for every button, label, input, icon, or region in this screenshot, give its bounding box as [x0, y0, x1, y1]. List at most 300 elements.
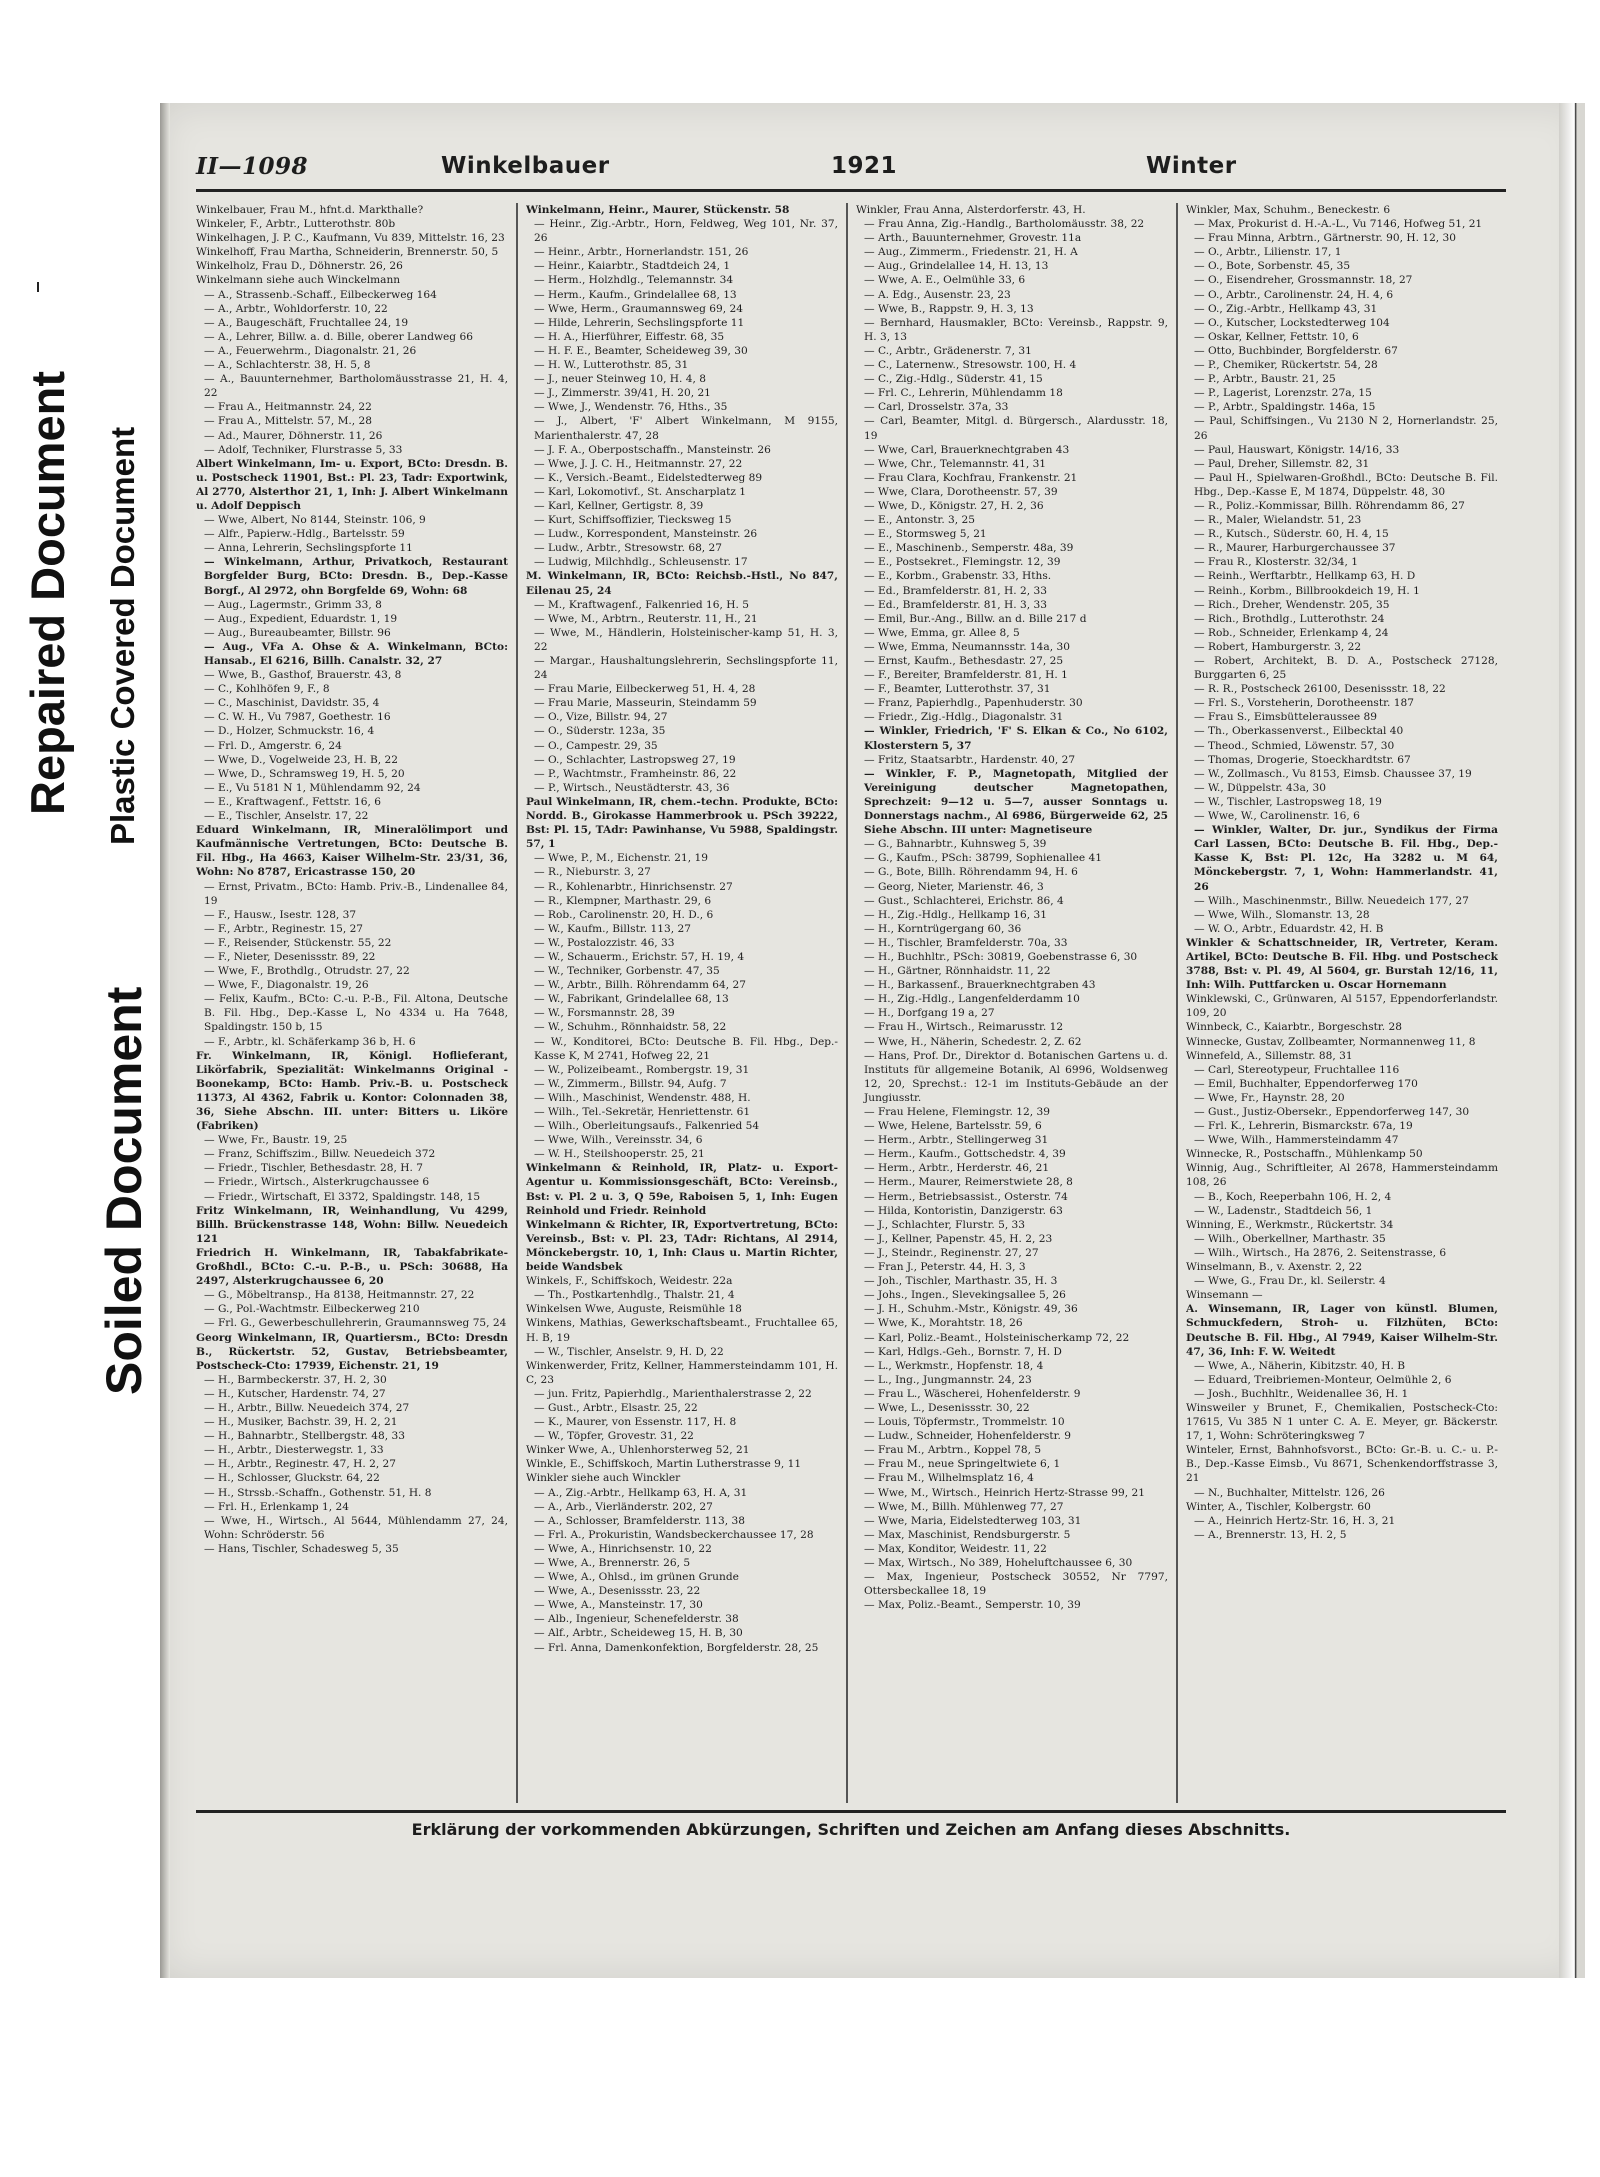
directory-entry: — Felix, Kaufm., BCto: C.-u. P.-B., Fil. Altona, Deutsche B. Fil. Hbg., Dep.-Kasse L, No 4334 u. Ha 7648, Spaldingstr. 150 b, 15 [204, 993, 508, 1034]
directory-entry: — A., Baugeschäft, Fruchtallee 24, 19 [204, 316, 409, 329]
directory-entry: — W., Fabrikant, Grindelallee 68, 13 [534, 993, 729, 1006]
directory-entry: — O., Eisendreher, Grossmannstr. 18, 27 [1194, 274, 1413, 287]
directory-entry: — Frau A., Heitmannstr. 24, 22 [204, 401, 372, 414]
directory-entry: — Wwe, Wilh., Vereinsstr. 34, 6 [534, 1134, 703, 1147]
directory-entry: Winkelmann siehe auch Winckelmann [196, 274, 401, 287]
directory-entry: — Winkler, Walter, Dr. jur., Syndikus der Firma Carl Lassen, BCto: Deutsche B. Fil. Hbg., Dep.-Kasse K, Bst: Pl. 12c, Ha 3282 u. M 64, Mönckebergstr. 7, 1, Wohn: Hammerlandstr. 41, 26 [1194, 824, 1498, 893]
directory-entry: — Frl. H., Erlenkamp 1, 24 [204, 1500, 350, 1513]
directory-entry: — Wwe, M., Arbtrn., Reuterstr. 11, H., 21 [534, 612, 758, 625]
directory-entry: — Ed., Bramfelderstr. 81, H. 2, 33 [864, 584, 1047, 597]
directory-entry: — E., Tischler, Anselstr. 17, 22 [204, 810, 369, 823]
directory-entry: — Frl. Anna, Damenkonfektion, Borgfelderstr. 28, 25 [534, 1641, 819, 1654]
directory-entry: — E., Stormsweg 5, 21 [864, 528, 987, 541]
directory-entry: — Eduard, Treibriemen-Monteur, Oelmühle 2, 6 [1194, 1373, 1452, 1386]
directory-entry: — C., Kohlhöfen 9, F., 8 [204, 683, 330, 696]
directory-entry: — Wwe, Wilh., Hammersteindamm 47 [1194, 1134, 1399, 1147]
directory-entry: — Wwe, D., Königstr. 27, H. 2, 36 [864, 499, 1044, 512]
directory-entry: Albert Winkelmann, Im- u. Export, BCto: Dresdn. B. u. Postscheck 11901, Bst.: Pl. 23, Tadr: Exportwink, Al 2770, Alsterthor 21, 1, Inh: J. Albert Winkelmann u. Adolf Deppisch [196, 457, 508, 512]
directory-entry: — H., Kutscher, Hardenstr. 74, 27 [204, 1387, 386, 1400]
directory-entry: — C., Laternenw., Stresowstr. 100, H. 4 [864, 359, 1077, 372]
directory-entry: — Wwe, Fr., Baustr. 19, 25 [204, 1134, 348, 1147]
directory-entry: — P., Lagerist, Lorenzstr. 27a, 15 [1194, 387, 1372, 400]
directory-entry: Winklewski, C., Grünwaren, Al 5157, Eppendorferlandstr. 109, 20 [1186, 993, 1498, 1020]
directory-entry: — W., Töpfer, Grovestr. 31, 22 [534, 1430, 694, 1443]
directory-entry: — W., Arbtr., Billh. Röhrendamm 64, 27 [534, 979, 746, 992]
directory-entry: — G., Möbeltransp., Ha 8138, Heitmannstr. 27, 22 [204, 1289, 475, 1302]
directory-entry: — J., Schlachter, Flurstr. 5, 33 [864, 1218, 1026, 1231]
directory-entry: — J., Albert, 'F' Albert Winkelmann, M 9155, Marienthalerstr. 47, 28 [534, 415, 838, 442]
directory-entry: — Max, Poliz.-Beamt., Semperstr. 10, 39 [864, 1599, 1081, 1612]
directory-entry: — Gust., Schlachterei, Erichstr. 86, 4 [864, 894, 1064, 907]
directory-entry: — Wwe, B., Gasthof, Brauerstr. 43, 8 [204, 669, 402, 682]
directory-entry: — O., Vize, Billstr. 94, 27 [534, 711, 668, 724]
directory-entry: A. Winsemann, IR, Lager von künstl. Blumen, Schmuckfedern, Stroh- u. Filzhüten, BCto: Deutsche B. Fil. Hbg., Al 7949, Kaiser Wilhelm-Str. 47, 36, Inh: F. W. Weitedt [1186, 1303, 1498, 1358]
directory-entry: Winnbeck, C., Kaiarbtr., Borgeschstr. 28 [1186, 1021, 1403, 1034]
directory-entry: — Wwe, Carl, Brauerknechtgraben 43 [864, 443, 1070, 456]
directory-entry: — Wwe, Chr., Telemannstr. 41, 31 [864, 457, 1047, 470]
directory-entry: — M., Kraftwagenf., Falkenried 16, H. 5 [534, 598, 749, 611]
directory-entry: — P., Arbtr., Spaldingstr. 146a, 15 [1194, 401, 1376, 414]
directory-entry: — Frau S., Eimsbütteleraussee 89 [1194, 711, 1377, 724]
directory-entry: — R., Kutsch., Süderstr. 60, H. 4, 15 [1194, 528, 1389, 541]
directory-entry: — F., Bereiter, Bramfelderstr. 81, H. 1 [864, 669, 1068, 682]
directory-entry: — Friedr., Wirtschaft, El 3372, Spaldingstr. 148, 15 [204, 1190, 481, 1203]
directory-entry: — P., Chemiker, Rückertstr. 54, 28 [1194, 359, 1378, 372]
directory-entry: — W. O., Arbtr., Eduardstr. 42, H. B [1194, 922, 1384, 935]
plastic-covered-document-label: Plastic Covered Document [104, 426, 141, 845]
directory-entry: — J., Zimmerstr. 39/41, H. 20, 21 [534, 387, 711, 400]
directory-entry: — E., Kraftwagenf., Fettstr. 16, 6 [204, 795, 382, 808]
running-head-word: Winkelbauer [441, 153, 610, 179]
directory-entry: — Wwe, Albert, No 8144, Steinstr. 106, 9 [204, 514, 426, 527]
directory-entry: — H., Korntrügergang 60, 36 [864, 922, 1022, 935]
directory-entry: — L., Ing., Jungmannstr. 24, 23 [864, 1373, 1032, 1386]
directory-entry: — Aug., Grindelallee 14, H. 13, 13 [864, 260, 1049, 273]
directory-entry: — Wwe, M., Wirtsch., Heinrich Hertz-Strasse 99, 21 [864, 1486, 1145, 1499]
directory-entry: — Wilh., Oberleitungsaufs., Falkenried 54 [534, 1120, 760, 1133]
directory-entry: — Ludwig, Milchhdlg., Schleusenstr. 17 [534, 556, 748, 569]
directory-entry: — G., Bahnarbtr., Kuhnsweg 5, 39 [864, 838, 1047, 851]
directory-entry: — Paul, Schiffsingen., Vu 2130 N 2, Hornerlandstr. 25, 26 [1194, 415, 1498, 442]
directory-entry: — R., Poliz.-Kommissar, Billh. Röhrendamm 86, 27 [1194, 499, 1465, 512]
directory-entry: — P., Wirtsch., Neustädterstr. 43, 36 [534, 781, 730, 794]
directory-entry: — Herm., Betriebsassist., Osterstr. 74 [864, 1190, 1068, 1203]
directory-entry: — R., Maler, Wielandstr. 51, 23 [1194, 514, 1362, 527]
directory-entry: — Wwe, B., Rappstr. 9, H. 3, 13 [864, 302, 1034, 315]
directory-entry: — Wwe, D., Schramsweg 19, H. 5, 20 [204, 767, 405, 780]
directory-entry: — E., Korbm., Grabenstr. 33, Hths. [864, 570, 1052, 583]
directory-entry: — A., Heinrich Hertz-Str. 16, H. 3, 21 [1194, 1514, 1396, 1527]
directory-entry: — A., Feuerwehrm., Diagonalstr. 21, 26 [204, 344, 417, 357]
directory-entry: — W., Techniker, Gorbenstr. 47, 35 [534, 965, 720, 978]
directory-entry: — jun. Fritz, Papierhdlg., Marienthalerstrasse 2, 22 [534, 1387, 812, 1400]
directory-entry: — W., Schuhm., Rönnhaidstr. 58, 22 [534, 1021, 727, 1034]
directory-entry: — C., Zig.-Hdlg., Süderstr. 41, 15 [864, 373, 1043, 386]
directory-entry: — O., Arbtr., Carolinenstr. 24, H. 4, 6 [1194, 288, 1394, 301]
directory-entry: — Wilh., Maschinenmstr., Billw. Neuedeich 177, 27 [1194, 894, 1469, 907]
directory-entry: — Ad., Maurer, Döhnerstr. 11, 26 [204, 429, 383, 442]
directory-entry: — A., Lehrer, Billw. a. d. Bille, oberer Landweg 66 [204, 330, 473, 343]
directory-entry: — Adolf, Techniker, Flurstrasse 5, 33 [204, 443, 403, 456]
directory-entry: — A. Edg., Ausenstr. 23, 23 [864, 288, 1011, 301]
directory-entry: — Alfr., Papierw.-Hdlg., Bartelsstr. 59 [204, 528, 405, 541]
directory-entry: — R., Nieburstr. 3, 27 [534, 866, 651, 879]
directory-entry: — Aug., VFa A. Ohse & A. Winkelmann, BCto: Hansab., El 6216, Billh. Canalstr. 32, 27 [204, 640, 508, 667]
directory-entry: — Wwe, A. E., Oelmühle 33, 6 [864, 274, 1026, 287]
directory-entry: — C., Arbtr., Grädenerstr. 7, 31 [864, 344, 1032, 357]
directory-entry: — Heinr., Arbtr., Hornerlandstr. 151, 26 [534, 246, 749, 259]
directory-entry: — C. W. H., Vu 7987, Goethestr. 16 [204, 711, 391, 724]
directory-entry: — Frl. G., Gewerbeschullehrerin, Graumannsweg 75, 24 [204, 1317, 507, 1330]
directory-entry: — Rich., Dreher, Wendenstr. 205, 35 [1194, 598, 1390, 611]
directory-entry: — Friedr., Tischler, Bethesdastr. 28, H. 7 [204, 1162, 423, 1175]
directory-entry: — Herm., Arbtr., Stellingerweg 31 [864, 1134, 1049, 1147]
directory-entry: — Wwe, J., Wendenstr. 76, Hths., 35 [534, 401, 728, 414]
directory-entry: — H., Barkassenf., Brauerknechtgraben 43 [864, 979, 1096, 992]
directory-entry: — Herm., Holzhdlg., Telemannstr. 34 [534, 274, 734, 287]
directory-entry: — Wwe, Herm., Graumannsweg 69, 24 [534, 302, 743, 315]
directory-entry: — Th., Oberkassenverst., Eilbecktal 40 [1194, 725, 1404, 738]
directory-entry: — Winkler, F. P., Magnetopath, Mitglied der Vereinigung deutscher Magnetopathen, Sprechzeit: 9—12 u. 5—7, ausser Sonntags u. Donnerstags nachm., Al 6986, Bürgerweide 62, 25 Siehe Abschn. III unter: Magnetiseure [864, 767, 1168, 837]
directory-entry: — Frl. C., Lehrerin, Mühlendamm 18 [864, 387, 1063, 400]
directory-entry: — A., Brennerstr. 13, H. 2, 5 [1194, 1528, 1347, 1541]
directory-entry: — Wwe, P., M., Eichenstr. 21, 19 [534, 852, 708, 865]
directory-entry: — N., Buchhalter, Mittelstr. 126, 26 [1194, 1486, 1385, 1499]
directory-entry: — F., Beamter, Lutterothstr. 37, 31 [864, 683, 1051, 696]
directory-entry: — Wwe, H., Wirtsch., Al 5644, Mühlendamm 27, 24, Wohn: Schröderstr. 56 [204, 1514, 508, 1541]
directory-entry: M. Winkelmann, IR, BCto: Reichsb.-Hstl., No 847, Eilenau 25, 24 [526, 570, 838, 597]
directory-entry: — Emil, Bur.-Ang., Billw. an d. Bille 217 d [864, 612, 1087, 625]
directory-entry: — W. H., Steilshooperstr. 25, 21 [534, 1148, 705, 1161]
directory-entry: — Rob., Carolinenstr. 20, H. D., 6 [534, 908, 714, 921]
page-header [196, 153, 1506, 192]
directory-entry: — A., Strassenb.-Schaff., Eilbeckerweg 164 [204, 288, 437, 301]
directory-entry: — W., Konditorei, BCto: Deutsche B. Fil. Hbg., Dep.-Kasse K, M 2741, Hofweg 22, 21 [534, 1035, 838, 1062]
directory-entry: — E., Maschinenb., Semperstr. 48a, 39 [864, 542, 1074, 555]
directory-entry: — Ernst, Kaufm., Bethesdastr. 27, 25 [864, 655, 1064, 667]
directory-entry: — Fritz, Staatsarbtr., Hardenstr. 40, 27 [864, 753, 1076, 766]
scanned-page [160, 103, 1585, 1978]
directory-entry: — Ludw., Korrespondent, Mansteinstr. 26 [534, 528, 758, 541]
directory-entry: — Frau Marie, Masseurin, Steindamm 59 [534, 697, 757, 710]
directory-entry: Winsemann — [1186, 1289, 1263, 1302]
directory-entry: — O., Kutscher, Lockstedterweg 104 [1194, 316, 1390, 329]
directory-entry: — Herm., Kaufm., Grindelallee 68, 13 [534, 288, 737, 301]
directory-entry: — Wwe, J. J. C. H., Heitmannstr. 27, 22 [534, 457, 743, 470]
directory-entry: — Ludw., Schneider, Hohenfelderstr. 9 [864, 1430, 1071, 1443]
directory-entry: — K., Maurer, von Essenstr. 117, H. 8 [534, 1416, 737, 1429]
directory-entry: — H., Dorfgang 19 a, 27 [864, 1007, 995, 1020]
directory-entry: — Frl. A., Prokuristin, Wandsbeckerchaussee 17, 28 [534, 1528, 814, 1541]
directory-entry: — Carl, Drosselstr. 37a, 33 [864, 401, 1009, 414]
directory-entry: — O., Bote, Sorbenstr. 45, 35 [1194, 260, 1351, 273]
directory-entry: — E., Postsekret., Flemingstr. 12, 39 [864, 556, 1061, 569]
directory-entry: — Alf., Arbtr., Scheideweg 15, H. B, 30 [534, 1627, 743, 1640]
directory-entry: — Gust., Arbtr., Elsastr. 25, 22 [534, 1401, 698, 1414]
directory-entry: — O., Campestr. 29, 35 [534, 739, 658, 752]
directory-entry: — H., Strssb.-Schaffn., Gothenstr. 51, H. 8 [204, 1486, 432, 1499]
directory-entry: — Robert, Architekt, B. D. A., Postscheck 27128, Burggarten 6, 25 [1194, 655, 1498, 682]
directory-entry: — W., Düppelstr. 43a, 30 [1194, 781, 1326, 794]
directory-entry: — Frau Helene, Flemingstr. 12, 39 [864, 1106, 1050, 1118]
directory-page [196, 145, 1506, 1900]
column-1 [196, 203, 508, 1803]
page-number: II—1098 [196, 153, 309, 180]
directory-entry: — Ernst, Privatm., BCto: Hamb. Priv.-B., Lindenallee 84, 19 [204, 880, 508, 907]
directory-entry: — Wwe, A., Ohlsd., im grünen Grunde [534, 1571, 739, 1584]
directory-entry: — Arth., Bauunternehmer, Grovestr. 11a [864, 232, 1082, 245]
directory-entry: Winker Wwe, A., Uhlenhorsterweg 52, 21 [526, 1444, 750, 1457]
directory-entry: — W., Tischler, Lastropsweg 18, 19 [1194, 795, 1382, 808]
directory-entry: — Wwe, A., Näherin, Kibitzstr. 40, H. B [1194, 1359, 1405, 1372]
directory-entry: — J. H., Schuhm.-Mstr., Königstr. 49, 36 [864, 1303, 1078, 1316]
directory-entry: — Wwe, Emma, gr. Allee 8, 5 [864, 626, 1020, 639]
directory-entry: — Winkelmann, Arthur, Privatkoch, Restaurant Borgfelder Burg, BCto: Dresdn. B., Dep.-Kasse Borgf., Al 2972, ohn Borgfelde 69, Wohn: 68 [204, 556, 508, 597]
directory-entry: — W., Kaufm., Billstr. 113, 27 [534, 922, 691, 935]
directory-entry: — Thomas, Drogerie, Stoeckhardtstr. 67 [1194, 753, 1411, 766]
header-season: Winter [1146, 153, 1237, 179]
directory-entry: Winnefeld, A., Sillemstr. 88, 31 [1186, 1049, 1353, 1062]
directory-entry: — F., Hausw., Isestr. 128, 37 [204, 908, 357, 921]
directory-entry: — Max, Ingenieur, Postscheck 30552, Nr 7797, Ottersbeckallee 18, 19 [864, 1571, 1168, 1598]
directory-entry: — A., Schlosser, Bramfelderstr. 113, 38 [534, 1514, 745, 1527]
directory-entry: — O., Schlachter, Lastropsweg 27, 19 [534, 753, 736, 766]
directory-entry: Friedrich H. Winkelmann, IR, Tabakfabrikate-Großhdl., BCto: C.-u. P.-B., u. PSch: 30688, Ha 2497, Alsterkrugchaussee 6, 20 [196, 1246, 508, 1288]
directory-entry: Eduard Winkelmann, IR, Mineralölimport und Kaufmännische Vertretungen, BCto: Deutsche B. Fil. Hbg., Ha 4663, Kaiser Wilhelm-Str. 23/31, 36, Wohn: No 8787, Ericastrasse 150, 20 [196, 824, 508, 879]
directory-entry: — Wwe, W., Carolinenstr. 16, 6 [1194, 810, 1360, 823]
directory-entry: — R., Maurer, Harburgerchaussee 37 [1194, 542, 1396, 555]
directory-entry: — L., Werkmstr., Hopfenstr. 18, 4 [864, 1359, 1044, 1372]
directory-entry: — Wwe, K., Morahtstr. 18, 26 [864, 1317, 1023, 1330]
directory-entry: — Franz, Schiffszim., Billw. Neuedeich 372 [204, 1148, 436, 1161]
directory-entry: — Aug., Expedient, Eduardstr. 1, 19 [204, 612, 398, 625]
directory-entry: — Wwe, Fr., Haynstr. 28, 20 [1194, 1091, 1345, 1104]
directory-entry: — F., Arbtr., kl. Schäferkamp 36 b, H. 6 [204, 1035, 416, 1048]
directory-entry: — Hans, Tischler, Schadesweg 5, 35 [204, 1542, 399, 1555]
directory-entry: — Kurt, Schiffsoffizier, Tiecksweg 15 [534, 514, 732, 527]
directory-entry: — W., Polizeibeamt., Rombergstr. 19, 31 [534, 1063, 750, 1076]
directory-entry: — Wwe, Maria, Eidelstedterweg 103, 31 [864, 1514, 1082, 1527]
directory-entry: — Paul H., Spielwaren-Großhdl., BCto: Deutsche B. Fil. Hbg., Dep.-Kasse E, M 1874, Düppelstr. 48, 30 [1194, 471, 1498, 498]
directory-entry: — Max, Konditor, Weidestr. 11, 22 [864, 1542, 1047, 1555]
directory-entry: — Paul, Dreher, Sillemstr. 82, 31 [1194, 457, 1370, 470]
directory-entry: — Louis, Töpfermstr., Trommelstr. 10 [864, 1416, 1065, 1429]
directory-entry: — J. F. A., Oberpostschaffn., Mansteinstr. 26 [534, 443, 771, 456]
directory-entry: — W., Zimmerm., Billstr. 94, Aufg. 7 [534, 1077, 727, 1090]
directory-entry: — Wwe, F., Diagonalstr. 19, 26 [204, 979, 369, 992]
directory-entry: — Max, Wirtsch., No 389, Hoheluftchaussee 6, 30 [864, 1557, 1133, 1569]
directory-entry: — Wilh., Wirtsch., Ha 2876, 2. Seitenstrasse, 6 [1194, 1246, 1447, 1259]
directory-entry: — B., Koch, Reeperbahn 106, H. 2, 4 [1194, 1190, 1392, 1203]
directory-entry: — Wwe, Helene, Bartelsstr. 59, 6 [864, 1120, 1042, 1133]
directory-entry: — F., Reisender, Stückenstr. 55, 22 [204, 936, 392, 949]
directory-entry: — Robert, Hamburgerstr. 3, 22 [1194, 640, 1362, 653]
directory-entry: Winkler, Frau Anna, Alsterdorferstr. 43, H. [856, 204, 1086, 216]
directory-entry: Fr. Winkelmann, IR, Königl. Hoflieferant, Likörfabrik, Spezialität: Winkelmanns Original - Boonekamp, BCto: Hamb. Priv.-B. u. Postscheck 11373, Al 4362, Fabrik u. Kontor: Colonnaden 38, 36, Siehe Abschn. III. unter: Bitters u. Liköre (Fabriken) [196, 1049, 508, 1133]
directory-entry: — H., Buchhltr., PSch: 30819, Goebenstrasse 6, 30 [864, 950, 1138, 963]
directory-entry: — Frau A., Mittelstr. 57, M., 28 [204, 415, 373, 428]
directory-entry: — R., Klempner, Marthastr. 29, 6 [534, 894, 712, 907]
directory-entry: Winsweiler y Brunet, F., Chemikalien, Postscheck-Cto: 17615, Vu 385 N 1 unter C. A. E. Meyer, gr. Bäckerstr. 17, 1, Wohn: Schröteringksweg 7 [1186, 1401, 1498, 1443]
column-rule [516, 203, 518, 1803]
directory-entry: — W., Postalozzistr. 46, 33 [534, 936, 675, 949]
directory-entry: — G., Pol.-Wachtmstr. Eilbeckerweg 210 [204, 1303, 420, 1316]
directory-entry: — Wwe, A., Brennerstr. 26, 5 [534, 1557, 691, 1569]
directory-entry: — E., Vu 5181 N 1, Mühlendamm 92, 24 [204, 781, 421, 794]
directory-entry: — Karl, Lokomotivf., St. Anscharplatz 1 [534, 485, 747, 498]
directory-columns [196, 203, 1506, 1803]
directory-entry: — Paul, Hauswart, Königstr. 14/16, 33 [1194, 443, 1400, 456]
directory-entry: Winnecke, Gustav, Zollbeamter, Normannenweg 11, 8 [1186, 1035, 1476, 1048]
directory-entry: — W., Ladenstr., Stadtdeich 56, 1 [1194, 1204, 1373, 1217]
directory-entry: — H., Gärtner, Rönnhaidstr. 11, 22 [864, 965, 1051, 978]
directory-entry: — W., Zollmasch., Vu 8153, Eimsb. Chaussee 37, 19 [1194, 767, 1472, 780]
page-edge-shadow [160, 103, 170, 1978]
directory-entry: Georg Winkelmann, IR, Quartiersm., BCto: Dresdn B., Rückertstr. 52, Gustav, Betriebsbeamter, Postscheck-Cto: 17939, Eichenstr. 21, 19 [196, 1331, 508, 1372]
directory-entry: — Frau Anna, Zig.-Handlg., Bartholomäusstr. 38, 22 [864, 218, 1145, 231]
directory-entry: — O., Zig.-Arbtr., Hellkamp 43, 31 [1194, 302, 1378, 315]
directory-entry: — H., Zig.-Hdlg., Hellkamp 16, 31 [864, 908, 1047, 921]
directory-entry: — H. A., Hierführer, Eiffestr. 68, 35 [534, 330, 725, 343]
directory-entry: — Frau M., Wilhelmsplatz 16, 4 [864, 1472, 1034, 1485]
directory-entry: — Aug., Bureaubeamter, Billstr. 96 [204, 626, 391, 639]
directory-entry: — Friedr., Wirtsch., Alsterkrugchaussee 6 [204, 1176, 430, 1189]
directory-entry: — Theod., Schmied, Löwenstr. 57, 30 [1194, 739, 1395, 752]
soiled-document-label: Soiled Document [96, 986, 152, 1395]
directory-entry: Winkler, Max, Schuhm., Beneckestr. 6 [1186, 204, 1391, 216]
directory-entry: — Frau M., Arbtrn., Koppel 78, 5 [864, 1444, 1042, 1457]
directory-entry: — Ludw., Arbtr., Stresowstr. 68, 27 [534, 542, 723, 555]
page-binding-edge [1559, 103, 1585, 1978]
directory-entry: Winkenwerder, Fritz, Kellner, Hammersteindamm 101, H. C, 23 [526, 1359, 838, 1386]
directory-entry: — Otto, Buchbinder, Borgfelderstr. 67 [1194, 344, 1398, 357]
directory-entry: Paul Winkelmann, IR, chem.-techn. Produkte, BCto: Nordd. B., Girokasse Hammerbrook u. PSch 39222, Bst: Pl. 15, TAdr: Pawinhanse, Vu 5988, Spaldingstr. 57, 1 [526, 795, 838, 851]
directory-entry: — A., Arb., Vierländerstr. 202, 27 [534, 1500, 713, 1513]
directory-entry: — Georg, Nieter, Marienstr. 46, 3 [864, 880, 1044, 893]
directory-entry: Winkelmann & Richter, IR, Exportvertretung, BCto: Vereinsb., Bst: v. Pl. 23, TAdr: Richtans, Al 2914, Mönckebergstr. 10, 1, Inh: Claus u. Martin Richter, beide Wandsbek [526, 1218, 838, 1274]
directory-entry: — Reinh., Korbm., Billbrookdeich 19, H. 1 [1194, 584, 1420, 597]
directory-entry: — Carl, Beamter, Mitgl. d. Bürgersch., Alardusstr. 18, 19 [864, 415, 1168, 442]
directory-entry: Winkels, F., Schiffskoch, Weidestr. 22a [526, 1275, 733, 1288]
directory-entry: — Ed., Bramfelderstr. 81, H. 3, 33 [864, 598, 1047, 611]
directory-entry: — J., neuer Steinweg 10, H. 4, 8 [534, 373, 706, 386]
directory-entry: — E., Antonstr. 3, 25 [864, 514, 976, 527]
directory-entry: — Rich., Brothdlg., Lutterothstr. 24 [1194, 612, 1385, 625]
directory-entry: Winteler, Ernst, Bahnhofsvorst., BCto: Gr.-B. u. C.- u. P.-B., Dep.-Kasse Eimsb., Vu 8671, Schenkendorffstrasse 3, 21 [1186, 1444, 1498, 1485]
directory-entry: — Frau Clara, Kochfrau, Frankenstr. 21 [864, 471, 1078, 484]
directory-entry: — H., Arbtr., Reginestr. 47, H. 2, 27 [204, 1458, 397, 1471]
directory-entry: — P., Wachtmstr., Framheinstr. 86, 22 [534, 767, 737, 780]
directory-entry: — R., Kohlenarbtr., Hinrichsenstr. 27 [534, 880, 733, 893]
directory-entry: — Carl, Stereotypeur, Fruchtallee 116 [1194, 1063, 1400, 1076]
directory-entry: — Wwe, H., Näherin, Schedestr. 2, Z. 62 [864, 1035, 1082, 1048]
directory-entry: — Aug., Zimmerm., Friedenstr. 21, H. A [864, 246, 1078, 259]
directory-entry: Winnecke, R., Postschaffn., Mühlenkamp 50 [1186, 1148, 1423, 1161]
directory-entry: — A., Bauunternehmer, Bartholomäusstrasse 21, H. 4, 22 [204, 373, 508, 400]
directory-entry: — W., Schauerm., Erichstr. 57, H. 19, 4 [534, 950, 745, 963]
directory-entry: — Joh., Tischler, Marthastr. 35, H. 3 [864, 1275, 1058, 1288]
directory-entry: — Frl. D., Amgerstr. 6, 24 [204, 739, 342, 752]
directory-entry: — Reinh., Werftarbtr., Hellkamp 63, H. D [1194, 570, 1416, 583]
directory-entry: — J., Kellner, Papenstr. 45, H. 2, 23 [864, 1232, 1053, 1245]
directory-entry: — Aug., Lagermstr., Grimm 33, 8 [204, 598, 382, 611]
directory-entry: — Max, Maschinist, Rendsburgerstr. 5 [864, 1528, 1071, 1541]
directory-entry: — H., Schlosser, Gluckstr. 64, 22 [204, 1472, 380, 1485]
directory-entry: — G., Kaufm., PSch: 38799, Sophienallee 41 [864, 852, 1102, 865]
directory-entry: — G., Bote, Billh. Röhrendamm 94, H. 6 [864, 866, 1078, 879]
directory-entry: — W., Tischler, Anselstr. 9, H. D, 22 [534, 1345, 724, 1358]
directory-entry: Winkelmann, Heinr., Maurer, Stückenstr. 58 [526, 204, 790, 216]
side-labels [0, 0, 150, 1500]
directory-entry: — Wilh., Maschinist, Wendenstr. 488, H. [534, 1091, 751, 1104]
directory-entry: — Friedr., Zig.-Hdlg., Diagonalstr. 31 [864, 711, 1064, 724]
header-year: 1921 [831, 153, 898, 179]
directory-entry: — Winkler, Friedrich, 'F' S. Elkan & Co., No 6102, Klosterstern 5, 37 [864, 725, 1168, 752]
directory-entry: — Th., Postkartenhdlg., Thalstr. 21, 4 [534, 1289, 735, 1302]
directory-entry: — Frau H., Wirtsch., Reimarusstr. 12 [864, 1021, 1064, 1034]
directory-entry: — Margar., Haushaltungslehrerin, Sechslingspforte 11, 24 [534, 655, 838, 682]
directory-entry: — H., Zig.-Hdlg., Langenfelderdamm 10 [864, 993, 1080, 1006]
column-3 [856, 203, 1168, 1803]
directory-entry: — Karl, Poliz.-Beamt., Holsteinischerkamp 72, 22 [864, 1331, 1130, 1344]
directory-entry: — H. F. E., Beamter, Scheideweg 39, 30 [534, 344, 748, 357]
directory-entry: — Emil, Buchhalter, Eppendorferweg 170 [1194, 1077, 1418, 1090]
directory-entry: — Wwe, Clara, Dorotheenstr. 57, 39 [864, 485, 1058, 498]
label-divider-mark [37, 282, 39, 292]
directory-entry: — F., Arbtr., Reginestr. 15, 27 [204, 922, 364, 935]
directory-entry: — Anna, Lehrerin, Sechslingspforte 11 [204, 542, 413, 555]
directory-entry: — H., Arbtr., Diesterwegstr. 1, 33 [204, 1444, 384, 1457]
directory-entry: — A., Zig.-Arbtr., Hellkamp 63, H. A, 31 [534, 1486, 748, 1499]
directory-entry: Winnig, Aug., Schriftleiter, Al 2678, Hammersteindamm 108, 26 [1186, 1162, 1498, 1189]
directory-entry: Winkelsen Wwe, Auguste, Reismühle 18 [526, 1303, 742, 1316]
directory-entry: — Wwe, A., Mansteinstr. 17, 30 [534, 1599, 703, 1612]
directory-entry: Fritz Winkelmann, IR, Weinhandlung, Vu 4299, Billh. Brückenstrasse 148, Wohn: Billw. Neuedeich 121 [196, 1204, 508, 1245]
directory-entry: — Frl. K., Lehrerin, Bismarckstr. 67a, 19 [1194, 1120, 1413, 1133]
directory-entry: — Josh., Buchhltr., Weidenallee 36, H. 1 [1194, 1387, 1409, 1400]
directory-entry: — Wwe, D., Vogelweide 23, H. B, 22 [204, 753, 398, 766]
directory-entry: — Herm., Kaufm., Gottschedstr. 4, 39 [864, 1148, 1066, 1161]
directory-entry: — Herm., Arbtr., Herderstr. 46, 21 [864, 1162, 1050, 1175]
directory-entry: Winkelhoff, Frau Martha, Schneiderin, Brennerstr. 50, 5 [196, 246, 499, 259]
directory-entry: — H., Barmbeckerstr. 37, H. 2, 30 [204, 1373, 387, 1386]
directory-entry: — Wwe, A., Hinrichsenstr. 10, 22 [534, 1542, 712, 1555]
directory-entry: — P., Arbtr., Baustr. 21, 25 [1194, 373, 1336, 386]
directory-entry: — D., Holzer, Schmuckstr. 16, 4 [204, 725, 375, 738]
directory-entry: Winkelholz, Frau D., Döhnerstr. 26, 26 [196, 260, 403, 273]
directory-entry: — Wwe, F., Brothdlg., Otrudstr. 27, 22 [204, 965, 410, 978]
directory-entry: — Frau Minna, Arbtrn., Gärtnerstr. 90, H. 12, 30 [1194, 232, 1457, 245]
directory-entry: — Fran J., Peterstr. 44, H. 3, 3 [864, 1261, 1026, 1274]
directory-entry: Winkelhagen, J. P. C., Kaufmann, Vu 839, Mittelstr. 16, 23 [196, 232, 505, 245]
directory-entry: Winkle, E., Schiffskoch, Martin Lutherstrasse 9, 11 [526, 1458, 802, 1471]
directory-entry: — Wwe, Emma, Neumannsstr. 14a, 30 [864, 640, 1070, 653]
column-rule [1176, 203, 1178, 1803]
directory-entry: — Wwe, L., Desenissstr. 30, 22 [864, 1401, 1030, 1414]
directory-entry: — Wwe, M., Billh. Mühlenweg 77, 27 [864, 1500, 1064, 1513]
directory-entry: — Frau M., neue Springeltwiete 6, 1 [864, 1458, 1061, 1471]
directory-entry: — K., Versich.-Beamt., Eidelstedterweg 89 [534, 471, 763, 484]
directory-entry: — Hans, Prof. Dr., Direktor d. Botanischen Gartens u. d. Instituts für allgemeine Botanik, Al 6996, Woldsenweg 12, 20, Sprechst.: 12-1 im Instituts-Gebäude an der Jungiusstr. [864, 1049, 1168, 1104]
directory-entry: — H., Arbtr., Billw. Neuedeich 374, 27 [204, 1401, 410, 1414]
directory-entry: — A., Arbtr., Wohldorferstr. 10, 22 [204, 302, 388, 315]
directory-entry: — Herm., Maurer, Reimerstwiete 28, 8 [864, 1176, 1073, 1189]
directory-entry: — H., Bahnarbtr., Stellbergstr. 48, 33 [204, 1430, 405, 1443]
directory-entry: — Frl. S., Vorsteherin, Dorotheenstr. 187 [1194, 697, 1414, 710]
repaired-document-label: Repaired Document [21, 371, 74, 815]
directory-entry: — Bernhard, Hausmakler, BCto: Vereinsb., Rappstr. 9, H. 3, 13 [864, 316, 1168, 343]
directory-entry: Winter, A., Tischler, Kolbergstr. 60 [1186, 1500, 1371, 1513]
